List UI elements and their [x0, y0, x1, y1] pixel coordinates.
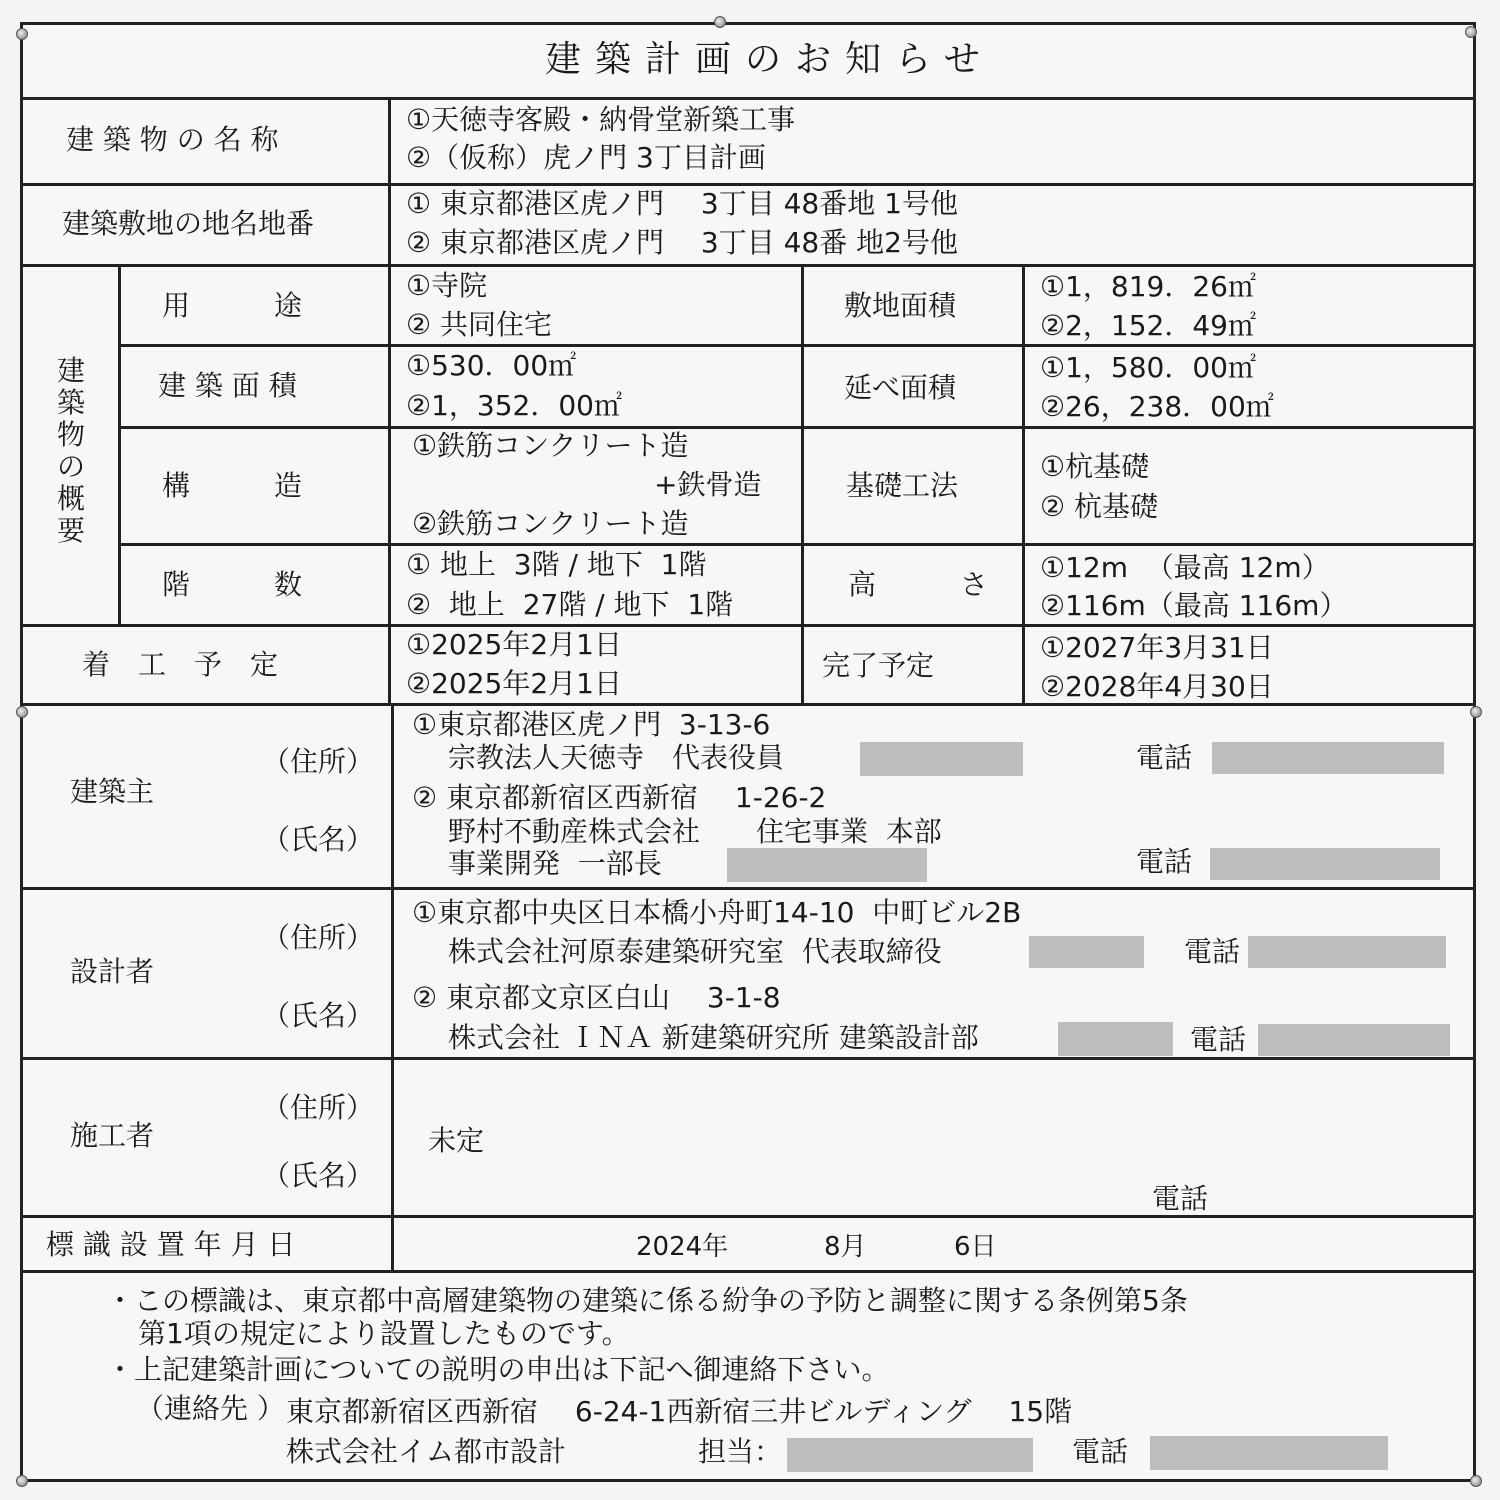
contractor-label: 施工者 — [70, 1119, 155, 1152]
redaction — [1150, 1436, 1388, 1470]
end-label: 完了予定 — [822, 649, 935, 682]
redaction — [1210, 848, 1440, 880]
designer-name-label: （氏名） — [262, 999, 375, 1032]
owner-label: 建築主 — [70, 775, 155, 808]
structure-1b: +鉄骨造 — [654, 468, 762, 501]
use-label: 用 途 — [162, 289, 303, 322]
owner-line-3: ② 東京都新宿区西新宿 1-26-2 — [412, 781, 827, 814]
contact-person-label: 担当： — [698, 1435, 783, 1468]
redaction — [1212, 742, 1444, 774]
foundation-2: ② 杭基礎 — [1040, 490, 1159, 523]
rule — [20, 703, 1476, 706]
use-2: ② 共同住宅 — [406, 308, 553, 341]
use-1: ①寺院 — [406, 269, 488, 302]
building-area-label: 建 築 面 積 — [158, 369, 297, 402]
floor-area-2: ②26，238．00㎡ — [1040, 390, 1274, 423]
rule — [20, 264, 1476, 267]
floors-2: ② 地上 27階 / 地下 1階 — [406, 588, 734, 621]
screw-icon — [1470, 1475, 1482, 1487]
rule — [801, 264, 804, 704]
designer-line-1: ①東京都中央区日本橋小舟町14-10 中町ビル2B — [412, 896, 1022, 929]
rule — [20, 183, 1476, 186]
rule — [20, 97, 1476, 100]
building-name-label: 建 築 物 の 名 称 — [66, 123, 279, 156]
structure-2: ②鉄筋コンクリート造 — [412, 507, 689, 540]
page-title: 建築計画のお知らせ — [545, 39, 994, 80]
floor-area-label: 延べ面積 — [844, 371, 957, 404]
height-1: ①12m （最高 12m） — [1040, 551, 1330, 584]
owner-tel-1: 電話 — [1136, 741, 1193, 774]
site-1: ① 東京都港区虎ノ門 3丁目 48番地 1号他 — [406, 187, 958, 220]
contractor-address-label: （住所） — [262, 1091, 375, 1124]
site-label: 建築敷地の地名地番 — [62, 207, 315, 240]
start-2: ②2025年2月1日 — [406, 667, 622, 700]
contact-address: 東京都新宿区西新宿 6-24-1西新宿三井ビルディング 15階 — [286, 1395, 1073, 1428]
start-label: 着 工 予 定 — [82, 648, 279, 681]
owner-name-label: （氏名） — [262, 823, 375, 856]
site-area-1: ①1，819．26㎡ — [1040, 270, 1256, 303]
foundation-1: ①杭基礎 — [1040, 450, 1150, 483]
screw-icon — [16, 706, 28, 718]
rule — [388, 97, 391, 704]
foundation-label: 基礎工法 — [846, 469, 959, 502]
rule — [20, 1270, 1476, 1273]
building-area-1: ①530．00㎡ — [406, 349, 577, 382]
owner-line-1: ①東京都港区虎ノ門 3-13-6 — [412, 708, 771, 741]
end-2: ②2028年4月30日 — [1040, 670, 1274, 703]
structure-label: 構 造 — [162, 469, 303, 502]
posted-label: 標 識 設 置 年 月 日 — [46, 1228, 296, 1261]
rule — [1022, 264, 1025, 704]
note-2: ・上記建築計画についての説明の申出は下記へ御連絡下さい。 — [106, 1353, 890, 1386]
contractor-name-label: （氏名） — [262, 1159, 375, 1192]
designer-tel-2: 電話 — [1190, 1023, 1247, 1056]
site-area-2: ②2，152．49㎡ — [1040, 309, 1256, 342]
rule — [20, 1057, 1476, 1060]
height-label: 高 さ — [848, 568, 989, 601]
screw-icon — [16, 1475, 28, 1487]
owner-line-5: 事業開発 一部長 — [448, 847, 662, 880]
designer-label: 設計者 — [70, 955, 155, 988]
posted-year: 2024年 — [636, 1232, 729, 1262]
redaction — [727, 848, 927, 882]
redaction — [1029, 936, 1144, 968]
redaction — [1258, 1024, 1450, 1056]
floor-area-1: ①1，580．00㎡ — [1040, 351, 1256, 384]
building-name-1: ①天徳寺客殿・納骨堂新築工事 — [406, 103, 796, 136]
contractor-tel: 電話 — [1152, 1182, 1209, 1215]
height-2: ②116m（最高 116m） — [1040, 589, 1348, 622]
start-1: ①2025年2月1日 — [406, 628, 622, 661]
screw-icon — [714, 16, 726, 28]
building-area-2: ②1，352．00㎡ — [406, 389, 622, 422]
screw-icon — [1470, 706, 1482, 718]
floors-label: 階 数 — [162, 568, 303, 601]
redaction — [860, 742, 1023, 776]
contact-company: 株式会社イム都市設計 — [286, 1435, 567, 1468]
screw-icon — [1465, 26, 1477, 38]
rule — [20, 624, 1476, 627]
building-name-2: ②（仮称）虎ノ門 3丁目計画 — [406, 141, 766, 174]
note-1b: 第1項の規定により設置したものです。 — [138, 1317, 630, 1350]
end-1: ①2027年3月31日 — [1040, 631, 1274, 664]
screw-icon — [16, 28, 28, 40]
rule — [391, 703, 394, 1271]
site-area-label: 敷地面積 — [844, 289, 957, 322]
owner-address-label: （住所） — [262, 745, 375, 778]
rule — [20, 1215, 1476, 1218]
contractor-value: 未定 — [428, 1124, 485, 1157]
designer-line-3: ② 東京都文京区白山 3-1-8 — [412, 981, 781, 1014]
note-1a: ・この標識は、東京都中高層建築物の建築に係る紛争の予防と調整に関する条例第5条 — [106, 1284, 1188, 1317]
rule — [20, 887, 1476, 890]
designer-line-4: 株式会社 ＩＮＡ 新建築研究所 建築設計部 — [448, 1021, 979, 1054]
designer-tel-1: 電話 — [1184, 935, 1241, 968]
rule — [120, 426, 1476, 429]
rule — [120, 543, 1476, 546]
structure-1a: ①鉄筋コンクリート造 — [412, 429, 689, 462]
rule — [118, 264, 121, 625]
site-2: ② 東京都港区虎ノ門 3丁目 48番 地2号他 — [406, 226, 958, 259]
redaction — [787, 1438, 1033, 1472]
designer-line-2: 株式会社河原泰建築研究室 代表取締役 — [448, 935, 942, 968]
owner-line-4: 野村不動産株式会社 住宅事業 本部 — [448, 815, 942, 848]
owner-tel-2: 電話 — [1136, 845, 1193, 878]
contact-tel: 電話 — [1072, 1435, 1129, 1468]
contact-label: （連絡先 ） — [136, 1392, 285, 1425]
posted-day: 6日 — [954, 1232, 997, 1262]
rule — [120, 344, 1476, 347]
owner-line-2: 宗教法人天徳寺 代表役員 — [448, 741, 785, 774]
designer-address-label: （住所） — [262, 921, 375, 954]
floors-1: ① 地上 3階 / 地下 1階 — [406, 548, 707, 581]
redaction — [1058, 1022, 1173, 1056]
outline-label: 建築物の概要 — [56, 354, 85, 547]
posted-month: 8月 — [824, 1232, 867, 1262]
redaction — [1248, 936, 1446, 968]
